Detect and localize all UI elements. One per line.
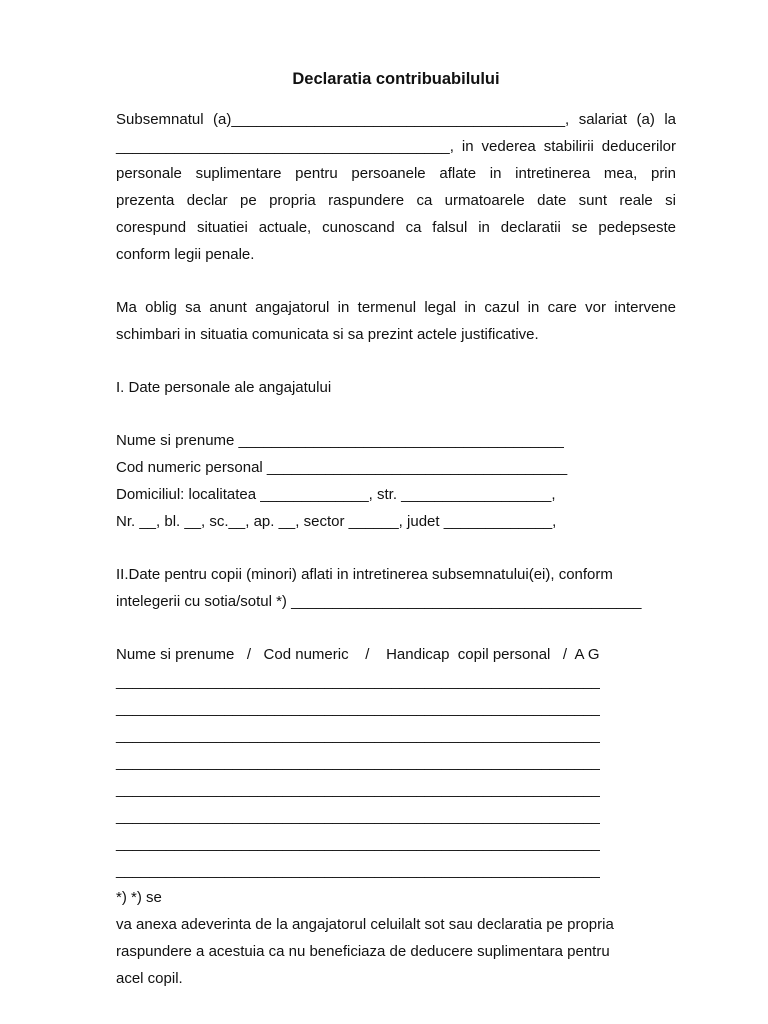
child-row-blank[interactable]: __________________________________________________________ [116, 727, 600, 744]
obligation-line: schimbari in situatia comunicata si sa prezint actele justificative. [116, 326, 539, 343]
spouse-agreement-field[interactable]: intelegerii cu sotia/sotul *) __________________________________________ [116, 593, 642, 610]
footnote [116, 884, 676, 992]
intro-line: Subsemnatul (a)________________________________________, salariat (a) la [116, 111, 676, 128]
footnote-line: acel copil. [116, 970, 183, 987]
section2-heading: II.Date pentru copii (minori) aflati in intretinerea subsemnatului(ei), conform [116, 566, 613, 583]
obligation-line: Ma oblig sa anunt angajatorul in termenul legal in cazul in care vor intervene [116, 299, 676, 316]
intro-line: ________________________________________, in vederea stabilirii deducerilor [116, 138, 676, 155]
cnp-field[interactable]: Cod numeric personal ____________________________________ [116, 459, 568, 476]
intro-paragraph [116, 106, 676, 268]
child-row-blank[interactable]: __________________________________________________________ [116, 754, 600, 771]
intro-line: prezenta declar pe propria raspundere ca urmatoarele date sunt reale si [116, 192, 676, 209]
address-field[interactable]: Domiciliul: localitatea _____________, str. __________________, [116, 486, 556, 503]
declaration-page [116, 66, 676, 992]
child-row-blank[interactable]: __________________________________________________________ [116, 808, 600, 825]
child-row-blank[interactable]: __________________________________________________________ [116, 862, 600, 879]
section1-heading: I. Date personale ale angajatului [116, 379, 332, 396]
footnote-line: raspundere a acestuia ca nu beneficiaza de deducere suplimentara pentru [116, 943, 610, 960]
obligation-paragraph [116, 294, 676, 348]
children-rows [116, 668, 676, 884]
intro-line: conform legii penale. [116, 246, 255, 263]
child-row-blank[interactable]: __________________________________________________________ [116, 700, 600, 717]
address-details-field[interactable]: Nr. __, bl. __, sc.__, ap. __, sector ______, judet _____________, [116, 513, 557, 530]
child-row-blank[interactable]: __________________________________________________________ [116, 781, 600, 798]
child-row-blank[interactable]: __________________________________________________________ [116, 835, 600, 852]
intro-line: personale suplimentare pentru persoanele aflate in intretinerea mea, prin [116, 165, 676, 182]
name-field[interactable]: Nume si prenume _______________________________________ [116, 432, 564, 449]
footnote-line: va anexa adeverinta de la angajatorul celuilalt sot sau declaratia pe propria [116, 916, 614, 933]
page-title: Declaratia contribuabilului [292, 70, 500, 88]
child-row-blank[interactable]: __________________________________________________________ [116, 673, 600, 690]
section-children-data [116, 561, 676, 884]
footnote-line: *) *) se [116, 889, 162, 906]
intro-line: corespund situatiei actuale, cunoscand ca falsul in declaratii se pedepseste [116, 219, 676, 236]
section-personal-data [116, 374, 676, 535]
children-table-header: Nume si prenume / Cod numeric / Handicap copil personal / A G [116, 646, 600, 663]
